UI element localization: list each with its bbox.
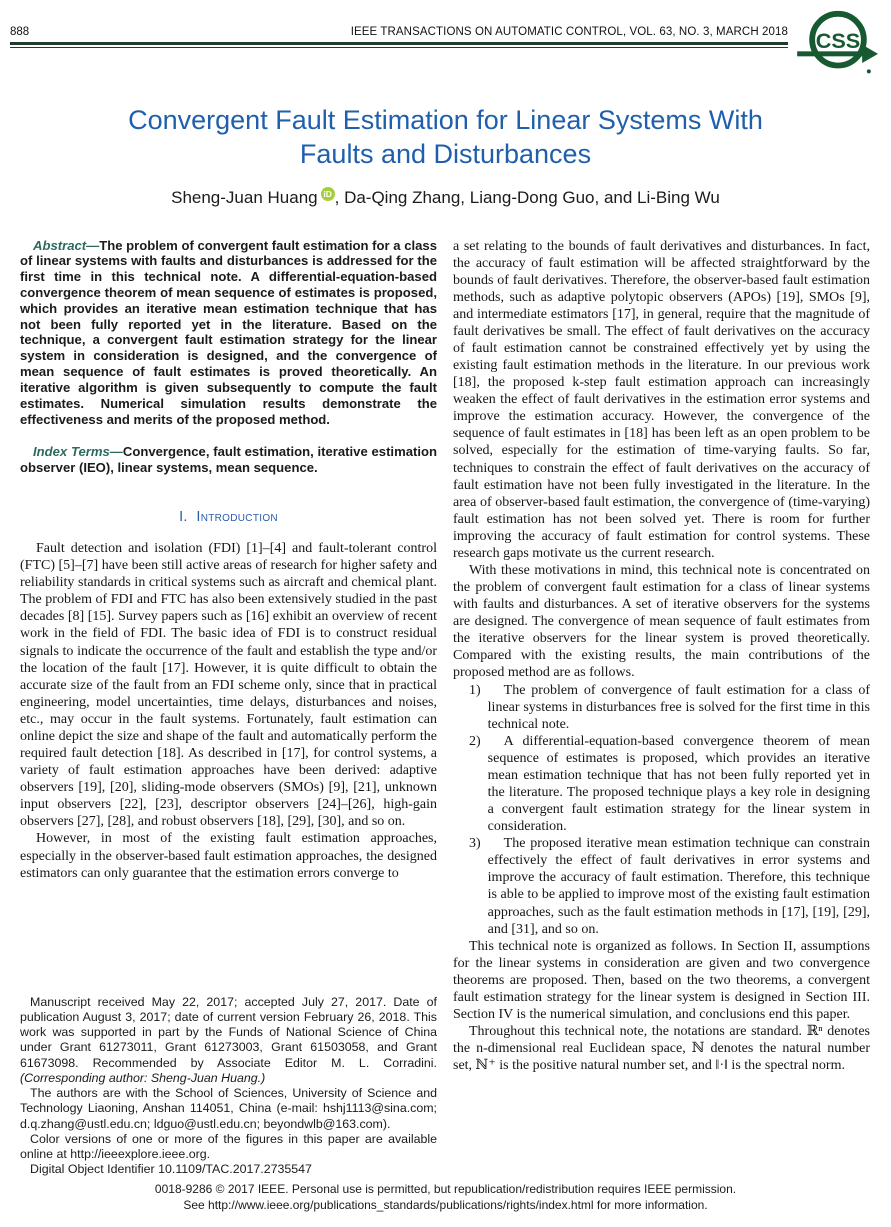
authors-rest: , Da-Qing Zhang, Liang-Dong Guo, and Li-Bing Wu [334,187,720,207]
section-title: Introduction [196,509,278,526]
abstract-lead: Abstract— [33,237,100,253]
left-column [20,238,437,1178]
intro-paragraph-1: Fault detection and isolation (FDI) [1]–[4] and fault-tolerant control (FTC) [5]–[7] have been still active areas of research for higher safety and reliability standards in critical systems such as aircraft and chemical plant. The problem of FDI and FTC has also been extensively studied in the past decades [8] [15]. Survey papers such as [16] exhibit an overview of recent work in the field of FDI. The basic idea of FDI is to construct residual signals to indicate the occurrence of the fault and establish the type and/or the location of the fault [17]. However, it is quite difficult to obtain the accurate size of the fault from an FDI scheme only, since that in practical engineering, model uncertainties, time delays, disturbances and noises, etc., may occur in the fault systems. Fortunately, fault estimation can online depict the size and shape of the fault and automatically perform the required fault detection [18]. As described in [17], for control systems, a variety of fault estimation approaches have been derived: adaptive observers [19], [20], sliding-mode observers (SMOs) [9], [21], unknown input observers [22], [23], descriptor observers [24]–[26], high-gain observers [27], [28], and robust observers [18], [29], [30], and so on. [20,541,437,830]
intro-paragraph-2: However, in most of the existing fault estimation approaches, especially in the observer-based fault estimation approaches, the designed estimators can only guarantee that the estimation errors converge to [20,831,437,881]
section-number: I. [179,509,188,526]
footer-line-1: 0018-9286 © 2017 IEEE. Personal use is permitted, but republication/redistribution requires IEEE permission. [154,1181,737,1196]
right-paragraph-2: With these motivations in mind, this technical note is concentrated on the problem of convergent fault estimation for a class of linear systems with faults and disturbances. A set of iterative observers for the systems are designed. The convergence of mean sequence of fault estimates from the iterative observers for the linear system is proved theoretically. Compared with the existing results, the main contributions of the proposed method are as follows. [453,562,870,681]
list-text: A differential-equation-based convergence theorem of mean sequence of estimates is proposed, which provides an iterative mean estimation technique that has not been fully reported yet in the literature. The proposed technique plays a key role in designing a convergent fault estimation strategy for the linear system in consideration. [487,733,870,835]
page-number: 888 [10,26,30,38]
css-logo-text: CSS [815,28,861,54]
list-number: 3) [469,836,481,852]
footnote-doi: Digital Object Identifier 10.1109/TAC.2017.2735547 [30,1162,312,1177]
right-column [453,238,870,1178]
footnote-affiliation: The authors are with the School of Sciences, University of Science and Technology Liaoning, Anshan 114051, China (e-mail: hshj1113@sina.com; d.q.zhang@ustl.edu.cn; ldguo@ustl.edu.cn; beyondwlb@163.com). [20,1086,437,1131]
corresponding-author-note: (Corresponding author: Sheng-Juan Huang.) [20,1070,266,1085]
right-paragraph-4: Throughout this technical note, the notations are standard. ℝⁿ denotes the n-dimensional real Euclidean space, ℕ denotes the natural number set, ℕ⁺ is the positive natural number set, and ‖·‖ is the spectral norm. [453,1024,870,1074]
copyright-footer [0,1181,891,1213]
header-rule-thick [10,42,788,45]
index-terms-lead: Index Terms— [33,444,123,460]
index-terms-paragraph [20,444,437,476]
css-logo-icon [796,8,880,78]
footnote-manuscript [20,995,437,1087]
footer-line-2: See http://www.ieee.org/publications_standards/publications/rights/index.html for more information. [183,1197,708,1212]
first-page-footnote [20,995,437,1178]
contribution-item-3 [453,835,870,937]
section-heading-introduction [20,509,437,525]
list-text: The problem of convergence of fault estimation for a class of linear systems in disturbances free is solved for the first time in this technical note. [487,682,870,732]
journal-header: IEEE TRANSACTIONS ON AUTOMATIC CONTROL, VOL. 63, NO. 3, MARCH 2018 [350,26,788,38]
footnote-color-versions: Color versions of one or more of the figures in this paper are available online at http://ieeexplore.ieee.org. [20,1131,437,1161]
list-text: The proposed iterative mean estimation technique can constrain effectively the effect of fault derivatives in error systems and improve the accuracy of fault estimation. Therefore, this technique is able to be applied to improve most of the existing fault estimation approaches, such as the fault estimation methods in [17], [19], [29], and [31], and so on. [487,836,870,937]
orcid-icon[interactable]: iD [321,187,335,201]
two-column-body [20,238,870,1178]
list-number: 2) [469,733,481,749]
css-society-logo [796,8,880,83]
footnote-manuscript-text: Manuscript received May 22, 2017; accepted July 27, 2017. Date of publication August 3, 2017; date of current version February 26, 2018. This work was supported in part by the Funds of National Science of China under Grant 61273011, Grant 61273003, Grant 61503058, and Grant 61673098. Recommended by Associate Editor M. L. Corradini. [20,994,437,1070]
authors-line [0,187,891,208]
author-first: Sheng-Juan Huang [171,187,318,207]
header-rule-thin [10,47,788,48]
paper-title: Convergent Fault Estimation for Linear Systems With Faults and Disturbances [128,105,763,169]
contribution-item-2 [453,733,870,835]
right-paragraph-3: This technical note is organized as follows. In Section II, assumptions for the linear systems in consideration are given and two convergence theorems are proposed. Then, based on the two theorems, a convergent fault estimation strategy for the linear system is designed in Section III. Section IV is the numerical simulation, and conclusions end this paper. [453,938,870,1023]
abstract-text: The problem of convergent fault estimation for a class of linear systems with faults and disturbances is addressed for the first time in this technical note. A differential-equation-based convergence theorem of mean sequence of estimates is proposed, which provides an iterative mean estimation technique that has not been fully reported yet in the literature. Based on the technique, a convergent fault estimation strategy for the linear system in consideration is designed, and the convergence of mean sequence of fault estimates is proved theoretically. An iterative algorithm is given subsequently to compute the fault estimates. Numerical simulation results demonstrate the effectiveness and merits of the proposed method. [20,237,437,427]
contribution-item-1 [453,682,870,733]
abstract-paragraph [20,238,437,428]
index-terms-text: Convergence, fault estimation, iterative estimation observer (IEO), linear systems, mean sequence. [20,444,437,476]
list-number: 1) [469,682,481,698]
right-paragraph-1: a set relating to the bounds of fault derivatives and disturbances. In fact, the accuracy of fault estimation will be affected straightforward by the bounds of fault derivatives. Therefore, the observer-based fault estimation methods, such as adaptive polytopic observers (APOs) [19], SMOs [9], and intermediate estimators [17], in general, require that the magnitude of fault derivatives be small. The effect of fault derivatives on the accuracy of fault estimation cannot be constrained effectively yet by using the existing fault estimation methods in the literature. In our previous work [18], the proposed k-step fault estimation approach can increasingly weaken the effect of fault derivatives in the estimation error systems and improve the estimation accuracy. However, the convergence of the sequence of fault estimates in [18] has been left as an open problem to be solved, especially for the estimation of time-varying faults. So far, techniques to constrain the effect of fault derivatives on the accuracy of fault estimation have not been fully investigated in the literature. In the area of observer-based fault estimation, the convergence of (time-varying) fault estimation has not been solved yet. There is room for further improving the accuracy of fault estimation for control systems. These research gaps motivate us the current research. [453,238,870,561]
